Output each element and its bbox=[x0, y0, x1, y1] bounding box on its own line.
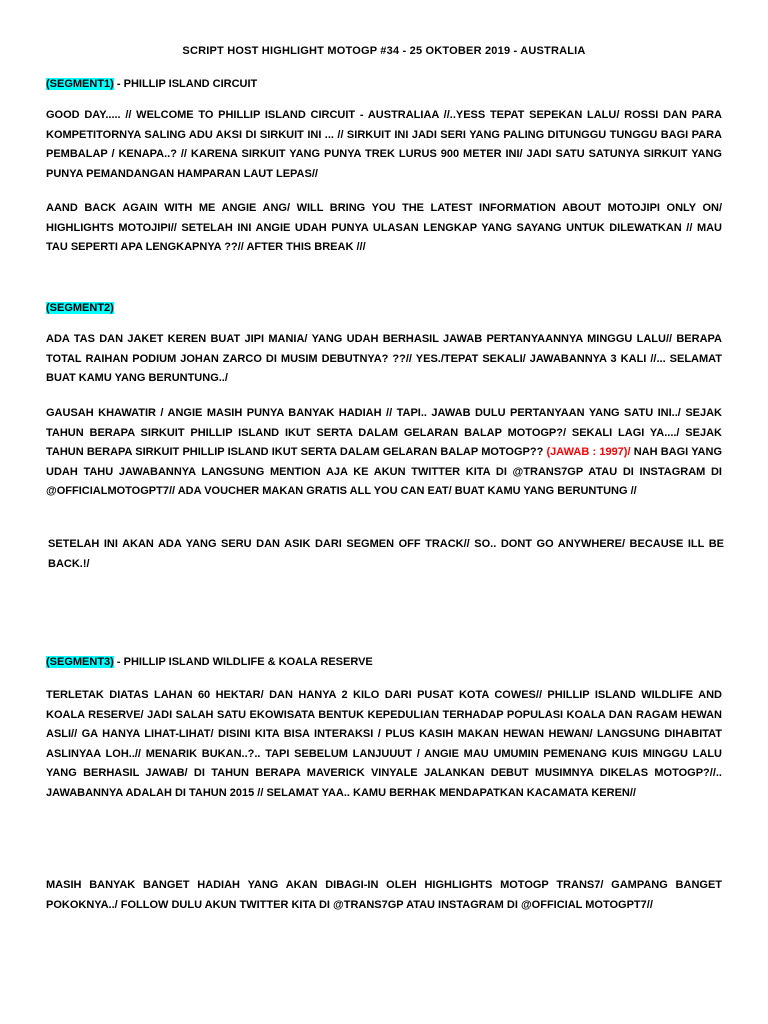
segment1-subtitle: - PHILLIP ISLAND CIRCUIT bbox=[113, 78, 258, 90]
segment3-paragraph-2: MASIH BANYAK BANGET HADIAH YANG AKAN DIBAGI-IN OLEH HIGHLIGHTS MOTOGP TRANS7/ GAMPANG BANGET POKOKNYA../ FOLLOW DULU AKUN TWITTER KITA DI @TRANS7GP ATAU INSTAGRAM DI @OFFICIAL MOTOGPT7// bbox=[46, 879, 722, 911]
segment3-tag: (SEGMENT3) bbox=[46, 656, 114, 668]
segment2-paragraph-1: ADA TAS DAN JAKET KEREN BUAT JIPI MANIA/ YANG UDAH BERHASIL JAWAB PERTANYAANNYA MINGGU LALU// BERAPA TOTAL RAIHAN PODIUM JOHAN ZARCO DI MUSIM DEBUTNYA? ??// YES./TEPAT SEKALI/ JAWABANNYA 3 KALI //... SELAMAT BUAT KAMU YANG BERUNTUNG../ bbox=[46, 333, 722, 384]
segment1-paragraph-2: AAND BACK AGAIN WITH ME ANGIE ANG/ WILL BRING YOU THE LATEST INFORMATION ABOUT MOTOJIPI ONLY ON/ HIGHLIGHTS MOTOJIPI// SETELAH INI ANGIE UDAH PUNYA ULASAN LENGKAP YANG SAYANG UNTUK DILEWATKAN // MAU TAU SEPERTI APA LENGKAPNYA ??// AFTER THIS BREAK /// bbox=[46, 202, 722, 253]
segment3-subtitle: - PHILLIP ISLAND WILDLIFE & KOALA RESERVE bbox=[113, 656, 373, 668]
segment1-heading bbox=[46, 78, 257, 90]
segment2-question-text: GAUSAH KHAWATIR / ANGIE MASIH PUNYA BANYAK HADIAH // TAPI.. JAWAB DULU PERTANYAAN YANG SATU INI../ SEJAK TAHUN BERAPA SIRKUIT PHILLIP ISLAND IKUT SERTA DALAM GELARAN BALAP MOTOGP?/ SEKALI LAGI YA..../ SEJAK TAHUN BERAPA SIRKUIT PHILLIP ISLAND IKUT SERTA DALAM GELARAN BALAP MOTOGP?? bbox=[46, 407, 722, 458]
segment2-paragraph-2 bbox=[46, 404, 722, 502]
segment2-answer: (JAWAB : 1997)/ bbox=[543, 446, 631, 458]
segment1-tag: (SEGMENT1) bbox=[46, 78, 114, 90]
document-title: SCRIPT HOST HIGHLIGHT MOTOGP #34 - 25 OKTOBER 2019 - AUSTRALIA bbox=[182, 45, 586, 57]
segment2-heading bbox=[46, 302, 114, 314]
segment2-tag: (SEGMENT2) bbox=[46, 302, 114, 314]
segment3-heading bbox=[46, 656, 373, 668]
segment2-paragraph-3: SETELAH INI AKAN ADA YANG SERU DAN ASIK DARI SEGMEN OFF TRACK// SO.. DONT GO ANYWHERE/ BECAUSE ILL BE BACK.!/ bbox=[48, 538, 724, 570]
segment2-mention-text: NAH BAGI YANG UDAH TAHU JAWABANNYA LANGSUNG MENTION AJA KE AKUN TWITTER KITA DI @TRANS7GP ATAU DI INSTAGRAM DI @OFFICIALMOTOGPT7// ADA VOUCHER MAKAN GRATIS ALL YOU CAN EAT/ BUAT KAMU YANG BERUNTUNG // bbox=[46, 446, 722, 497]
segment3-paragraph-1: TERLETAK DIATAS LAHAN 60 HEKTAR/ DAN HANYA 2 KILO DARI PUSAT KOTA COWES// PHILLIP ISLAND WILDLIFE AND KOALA RESERVE/ JADI SALAH SATU EKOWISATA BENTUK KEPEDULIAN TERHADAP POPULASI KOALA DAN RAGAM HEWAN ASLI// GA HANYA LIHAT-LIHAT/ DISINI KITA BISA INTERAKSI / PLUS KASIH MAKAN HEWAN HEWAN/ LANGSUNG DIHABITAT ASLINYAA LOH..// MENARIK BUKAN..?.. TAPI SEBELUM LANJUUUT / ANGIE MAU UMUMIN PEMENANG KUIS MINGGU LALU YANG BERHASIL JAWAB/ DI TAHUN BERAPA MAVERICK VINYALE JALANKAN DEBUT MUSIMNYA DIKELAS MOTOGP?//.. JAWABANNYA ADALAH DI TAHUN 2015 // SELAMAT YAA.. KAMU BERHAK MENDAPATKAN KACAMATA KEREN// bbox=[46, 689, 722, 799]
segment1-paragraph-1: GOOD DAY..... // WELCOME TO PHILLIP ISLAND CIRCUIT - AUSTRALIAA //..YESS TEPAT SEPEKAN LALU/ ROSSI DAN PARA KOMPETITORNYA SALING ADU AKSI DI SIRKUIT INI ... // SIRKUIT INI JADI SERI YANG PALING DITUNGGU TUNGGU BAGI PARA PEMBALAP / KENAPA..? // KARENA SIRKUIT YANG PUNYA TREK LURUS 900 METER INI/ JADI SATU SATUNYA SIRKUIT YANG PUNYA PEMANDANGAN HAMPARAN LAUT LEPAS// bbox=[46, 109, 722, 180]
